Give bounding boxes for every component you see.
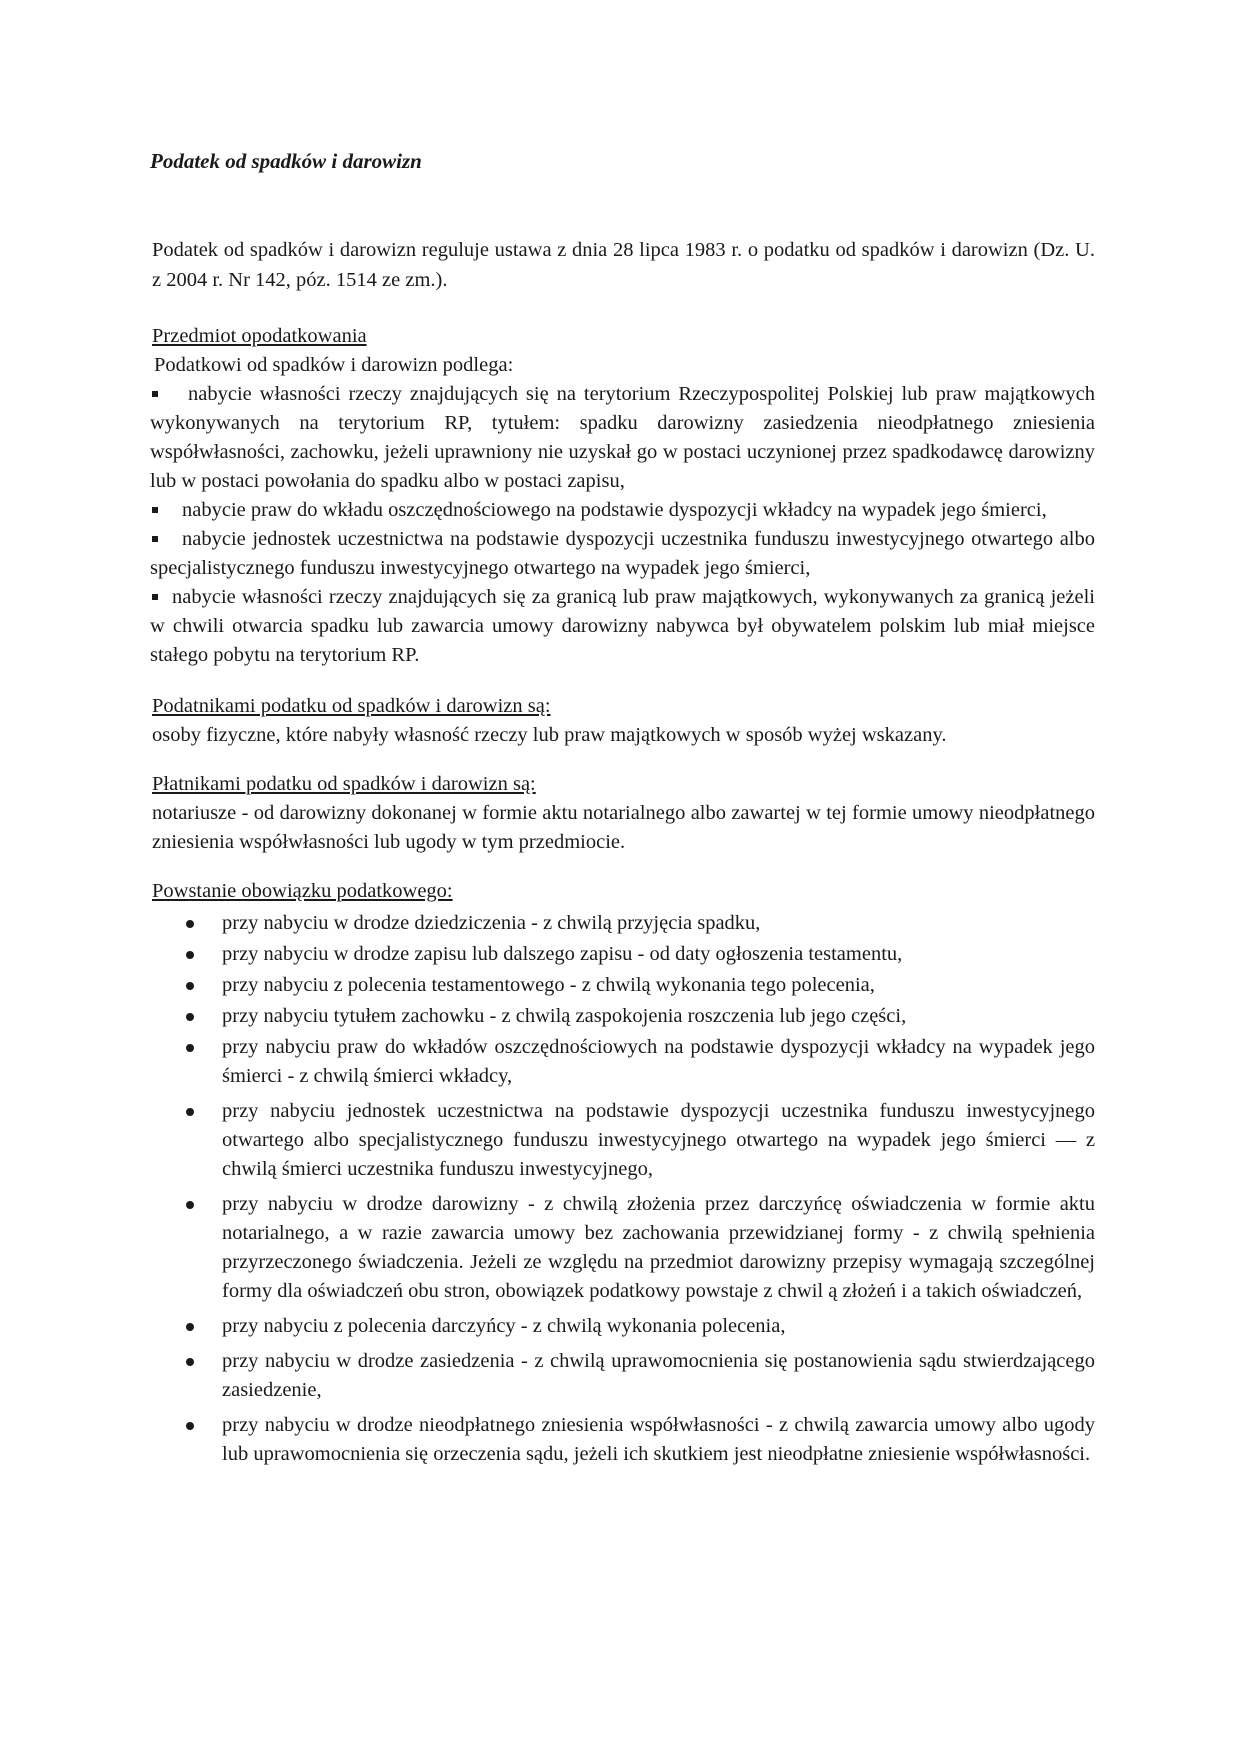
square-bullet-icon [152, 536, 158, 542]
obligation-item: przy nabyciu praw do wkładów oszczędnościowych na podstawie dyspozycji wkładcy na wypadek jego śmierci - z chwilą śmierci wkładcy, [222, 1033, 1095, 1091]
obligation-list [150, 909, 1095, 1469]
subject-heading: Przedmiot opodatkowania [152, 325, 367, 347]
taxpayers-heading: Podatnikami podatku od spadków i darowizn są: [152, 695, 551, 717]
subject-item: nabycie jednostek uczestnictwa na podstawie dyspozycji uczestnika funduszu inwestycyjnego otwartego albo specjalistycznego funduszu inwestycyjnego otwartego na wypadek jego śmierci, [150, 528, 1095, 579]
obligation-item: przy nabyciu w drodze dziedziczenia - z chwilą przyjęcia spadku, [222, 909, 1095, 938]
document-page [150, 130, 1095, 1471]
obligation-item: przy nabyciu w drodze darowizny - z chwilą złożenia przez darczyńcę oświadczenia w formie aktu notarialnego, a w razie zawarcia umowy bez zachowania przewidzianej formy - z chwilą spełnienia przyrzeczonego świadczenia. Jeżeli ze względu na przedmiot darowizny przepisy wymagają szczególnej formy dla oświadczeń obu stron, obowiązek podatkowy powstaje z chwil ą złożeń i a takich oświadczeń, [222, 1190, 1095, 1306]
document-title: Podatek od spadków i darowizn [150, 149, 422, 173]
obligation-heading: Powstanie obowiązku podatkowego: [152, 880, 453, 902]
payers-text: notariusze - od darowizny dokonanej w formie aktu notarialnego albo zawartej w tej formie umowy nieodpłatnego zniesienia współwłasności lub ugody w tym przedmiocie. [152, 802, 1095, 853]
round-bullet-icon [186, 1358, 194, 1366]
obligation-item: przy nabyciu z polecenia darczyńcy - z chwilą wykonania polecenia, [222, 1312, 1095, 1341]
round-bullet-icon [186, 1044, 194, 1052]
round-bullet-icon [186, 1323, 194, 1331]
subject-lead: Podatkowi od spadków i darowizn podlega: [154, 354, 514, 376]
subject-list [150, 380, 1095, 670]
obligation-item: przy nabyciu jednostek uczestnictwa na podstawie dyspozycji uczestnika funduszu inwestycyjnego otwartego albo specjalistycznego funduszu inwestycyjnego otwartego na wypadek jego śmierci — z chwilą śmierci uczestnika funduszu inwestycyjnego, [222, 1097, 1095, 1184]
payers-heading: Płatnikami podatku od spadków i darowizn są: [152, 773, 536, 795]
subject-item: nabycie praw do wkładu oszczędnościowego na podstawie dyspozycji wkładcy na wypadek jego śmierci, [150, 496, 1095, 525]
square-bullet-icon [152, 391, 158, 397]
round-bullet-icon [186, 920, 194, 928]
obligation-item: przy nabyciu z polecenia testamentowego - z chwilą wykonania tego polecenia, [222, 971, 1095, 1000]
subject-item: nabycie własności rzeczy znajdujących się za granicą lub praw majątkowych, wykonywanych za granicą jeżeli w chwili otwarcia spadku lub zawarcia umowy darowizny nabywca był obywatelem polskim lub miał miejsce stałego pobytu na terytorium RP. [150, 586, 1095, 666]
obligation-item: przy nabyciu w drodze zapisu lub dalszego zapisu - od daty ogłoszenia testamentu, [222, 940, 1095, 969]
square-bullet-icon [152, 594, 158, 600]
round-bullet-icon [186, 1013, 194, 1021]
subject-item: nabycie własności rzeczy znajdujących się na terytorium Rzeczypospolitej Polskiej lub praw majątkowych wykonywanych na terytorium RP, tytułem: spadku darowizny zasiedzenia nieodpłatnego zniesienia współwłasności, zachowku, jeżeli uprawniony nie uzyskał go w postaci uczynionej przez spadkodawcę darowizny lub w postaci powołania do spadku albo w postaci zapisu, [150, 383, 1095, 492]
round-bullet-icon [186, 951, 194, 959]
round-bullet-icon [186, 982, 194, 990]
round-bullet-icon [186, 1422, 194, 1430]
intro-paragraph: Podatek od spadków i darowizn reguluje ustawa z dnia 28 lipca 1983 r. o podatku od spadków i darowizn (Dz. U. z 2004 r. Nr 142, póz. 1514 ze zm.). [152, 239, 1095, 291]
round-bullet-icon [186, 1201, 194, 1209]
obligation-item: przy nabyciu w drodze zasiedzenia - z chwilą uprawomocnienia się postanowienia sądu stwierdzającego zasiedzenie, [222, 1347, 1095, 1405]
square-bullet-icon [152, 507, 158, 513]
taxpayers-text: osoby fizyczne, które nabyły własność rzeczy lub praw majątkowych w sposób wyżej wskazany. [152, 724, 947, 746]
obligation-item: przy nabyciu tytułem zachowku - z chwilą zaspokojenia roszczenia lub jego części, [222, 1002, 1095, 1031]
round-bullet-icon [186, 1108, 194, 1116]
obligation-item: przy nabyciu w drodze nieodpłatnego zniesienia współwłasności - z chwilą zawarcia umowy albo ugody lub uprawomocnienia się orzeczenia sądu, jeżeli ich skutkiem jest nieodpłatne zniesienie współwłasności. [222, 1411, 1095, 1469]
